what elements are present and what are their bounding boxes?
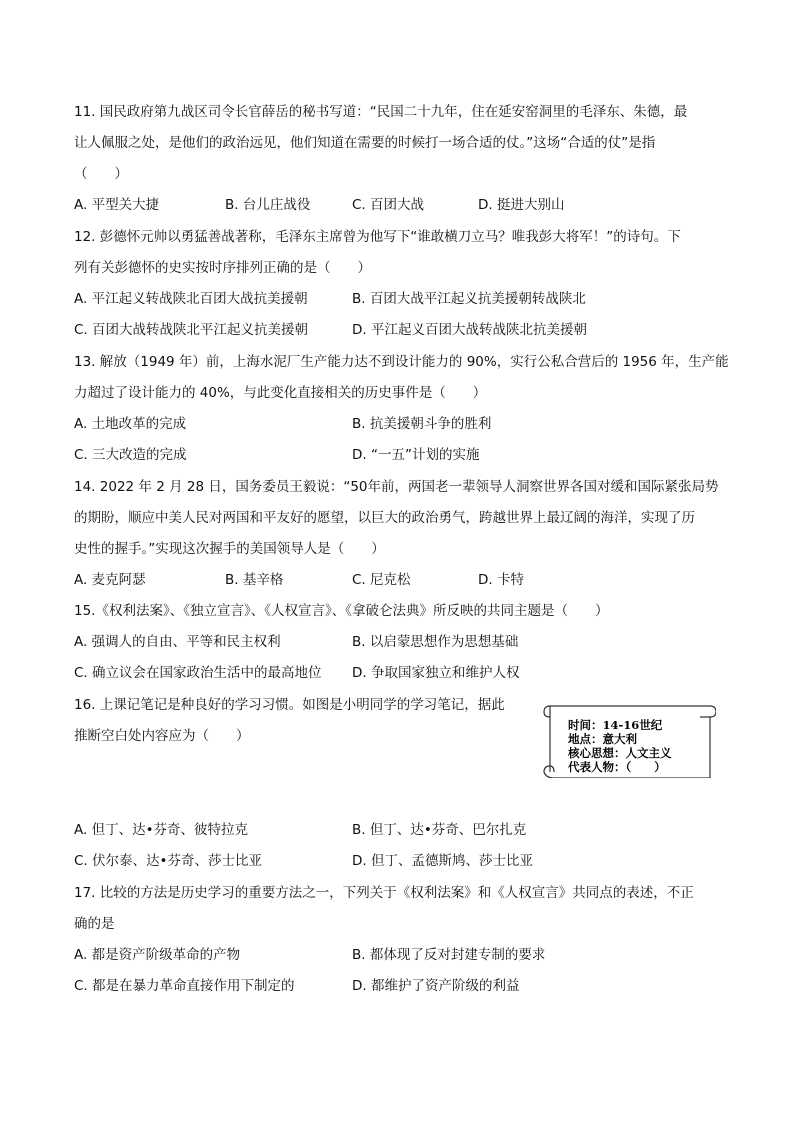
option-c[interactable]: C. 都是在暴力革命直接作用下制定的 [74,978,295,994]
note-place: 地点：意大利 [568,732,637,746]
study-note-scroll [540,702,716,778]
question-text-line: 列有关彭德怀的史实按时序排列正确的是（ ） [74,260,371,276]
option-c[interactable]: C. 百团大战转战陕北平江起义抗美援朝 [74,322,309,338]
option-a[interactable]: A. 但丁、达•芬奇、彼特拉克 [74,822,249,838]
option-d[interactable]: D. 但丁、孟德斯鸠、莎士比亚 [352,853,533,869]
option-a[interactable]: A. 强调人的自由、平等和民主权利 [74,634,281,650]
option-a[interactable]: A. 都是资产阶级革命的产物 [74,947,241,963]
option-c[interactable]: C. 三大改造的完成 [74,447,187,463]
option-c[interactable]: C. 百团大战 [352,197,425,213]
option-a[interactable]: A. 平江起义转战陕北百团大战抗美援朝 [74,291,308,307]
option-a[interactable]: A. 土地改革的完成 [74,416,187,432]
option-b[interactable]: B. 抗美援朝斗争的胜利 [352,416,492,432]
question-text-line: 17. 比较的方法是历史学习的重要方法之一，下列关于《权利法案》和《人权宣言》共同点的表述，不正 [74,885,694,901]
question-text-line: 11. 国民政府第九战区司令长官薛岳的秘书写道：“民国二十九年，住在延安窑洞里的毛泽东、朱德，最 [74,104,688,120]
option-d[interactable]: D. 平江起义百团大战转战陕北抗美援朝 [352,322,587,338]
question-text-line: 12. 彭德怀元帅以勇猛善战著称，毛泽东主席曾为他写下“谁敢横刀立马？唯我彭大将军！”的诗句。下 [74,229,681,245]
question-text-line: 14. 2022 年 2 月 28 日，国务委员王毅说：“50年前，两国老一辈领导人洞察世界各国对缓和国际紧张局势 [74,479,719,495]
option-d[interactable]: D. 争取国家独立和维护人权 [352,665,520,681]
option-b[interactable]: B. 但丁、达•芬奇、巴尔扎克 [352,822,527,838]
option-b[interactable]: B. 基辛格 [225,572,284,588]
note-time: 时间：14-16世纪 [568,718,663,732]
question-text-line: 16. 上课记笔记是种良好的学习习惯。如图是小明同学的学习笔记，据此 [74,697,505,713]
option-d[interactable]: D. 卡特 [478,572,524,588]
option-d[interactable]: D. “一五”计划的实施 [352,447,480,463]
option-a[interactable]: A. 平型关大捷 [74,197,160,213]
option-c[interactable]: C. 确立议会在国家政治生活中的最高地位 [74,665,322,681]
question-text-line: （ ） [74,166,128,182]
option-b[interactable]: B. 台儿庄战役 [225,197,311,213]
option-c[interactable]: C. 伏尔泰、达•芬奇、莎士比亚 [74,853,262,869]
question-text-line: 15.《权利法案》、《独立宣言》、《人权宣言》、《拿破仑法典》所反映的共同主题是（ ） [74,603,609,619]
note-core-idea: 核心思想：人文主义 [568,746,672,760]
option-b[interactable]: B. 以启蒙思想作为思想基础 [352,634,519,650]
question-text-line: 确的是 [74,916,115,932]
note-representatives: 代表人物：（ ） [568,760,666,774]
question-text-line: 13. 解放（1949 年）前，上海水泥厂生产能力达不到设计能力的 90%，实行公私合营后的 1956 年，生产能 [74,354,729,370]
option-b[interactable]: B. 都体现了反对封建专制的要求 [352,947,546,963]
option-d[interactable]: D. 都维护了资产阶级的利益 [352,978,520,994]
question-text-line: 史性的握手。”实现这次握手的美国领导人是（ ） [74,541,385,557]
question-text-line: 推断空白处内容应为（ ） [74,728,250,744]
option-a[interactable]: A. 麦克阿瑟 [74,572,146,588]
option-b[interactable]: B. 百团大战平江起义抗美援朝转战陕北 [352,291,586,307]
question-text-line: 的期盼，顺应中美人民对两国和平友好的愿望，以巨大的政治勇气，跨越世界上最辽阔的海洋，实现了历 [74,510,695,526]
question-text-line: 让人佩服之处，是他们的政治远见，他们知道在需要的时候打一场合适的仗。”这场“合适的仗”是指 [74,135,656,151]
option-d[interactable]: D. 挺进大别山 [478,197,565,213]
question-text-line: 力超过了设计能力的 40%，与此变化直接相关的历史事件是（ ） [74,385,487,401]
option-c[interactable]: C. 尼克松 [352,572,411,588]
